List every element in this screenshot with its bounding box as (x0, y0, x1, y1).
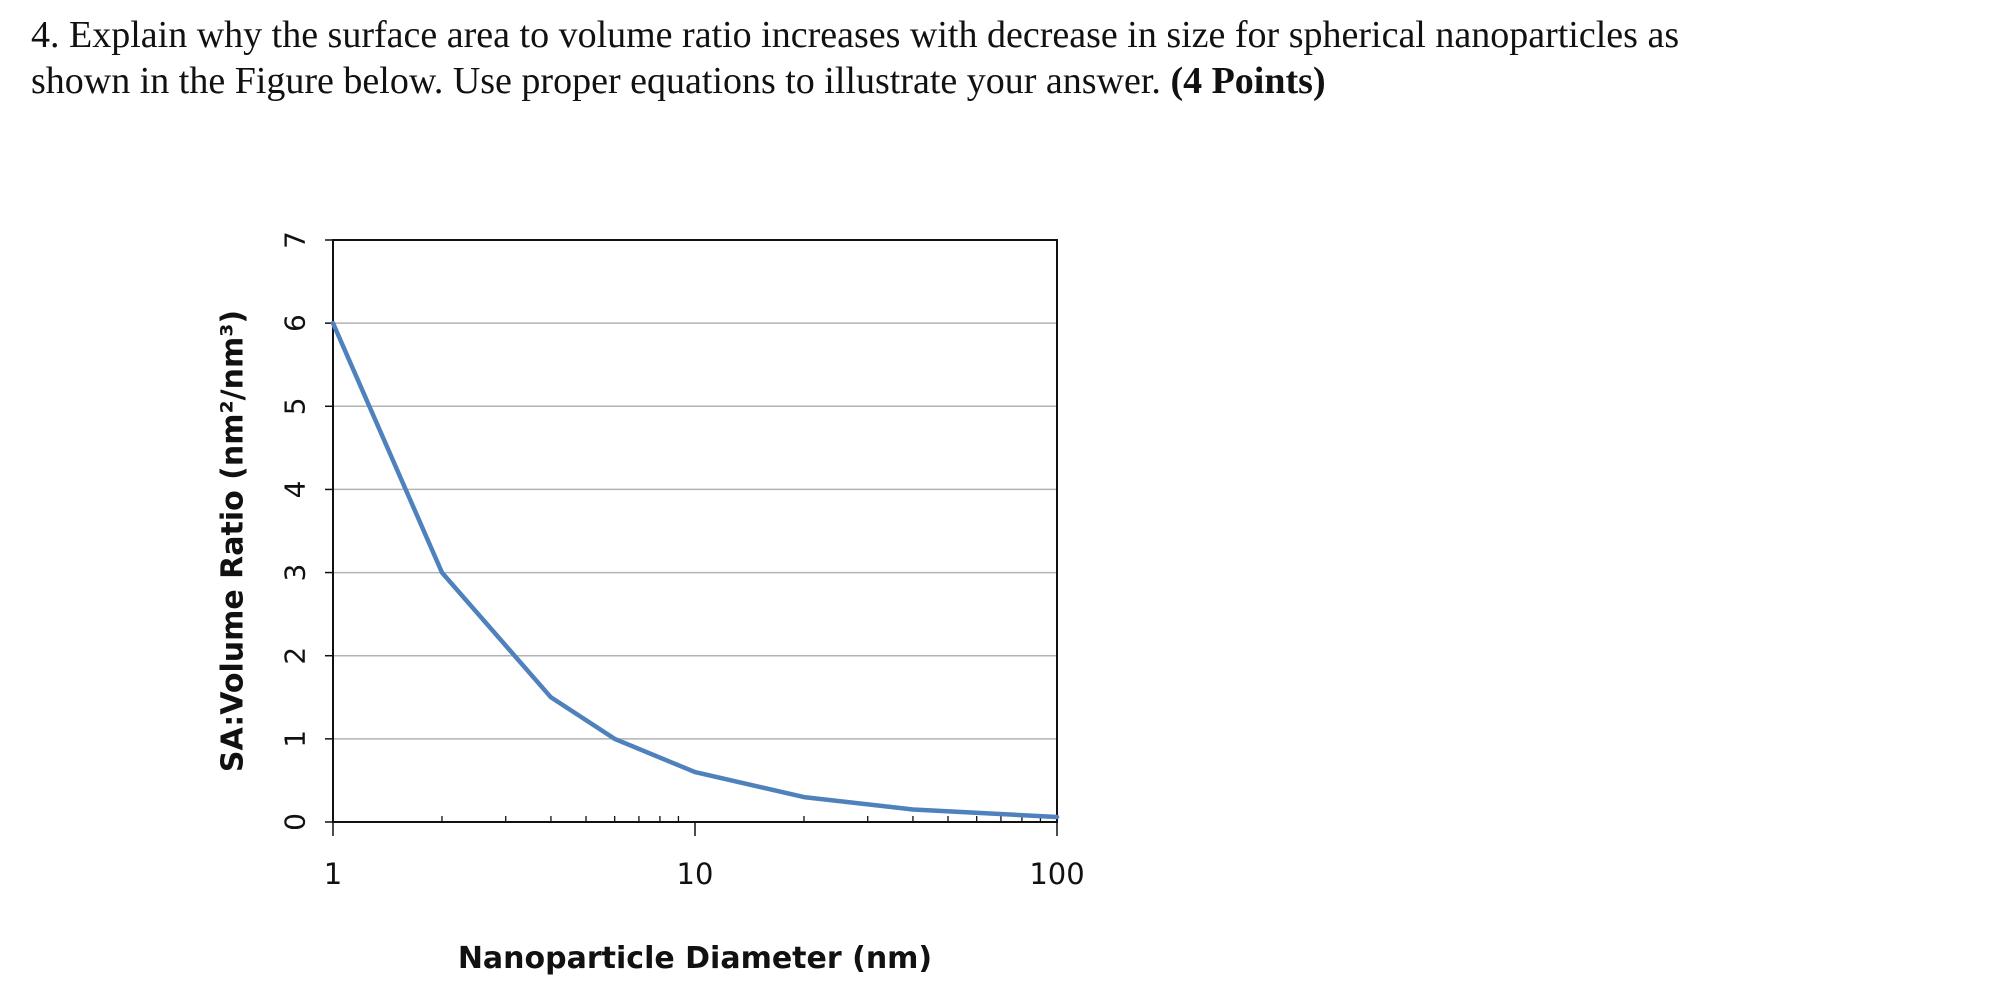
question-line-2-text: shown in the Figure below. Use proper equations to illustrate your answer. (31, 60, 1161, 102)
gridlines (325, 240, 1057, 822)
question-points: (4 Points) (1170, 60, 1325, 102)
y-tick-label: 0 (279, 813, 312, 831)
series-group (333, 323, 1057, 817)
y-tick-label: 2 (279, 647, 312, 665)
question-line-1-text: Explain why the surface area to volume ratio increases with decrease in size for spherical nanoparticles as (69, 14, 1679, 56)
x-major-ticks (333, 822, 1057, 836)
y-tick-label: 5 (279, 397, 312, 415)
x-tick-label: 1 (324, 857, 342, 891)
y-axis-label: SA:Volume Ratio (nm²/nm³) (216, 310, 251, 772)
x-axis-label: Nanoparticle Diameter (nm) (458, 941, 932, 976)
x-tick-labels (324, 857, 1085, 891)
y-tick-label: 4 (279, 481, 312, 499)
question-number: 4. (31, 14, 60, 56)
y-tick-label: 6 (279, 314, 312, 332)
series-line (333, 323, 1057, 817)
x-tick-label: 10 (677, 857, 714, 891)
plot-frame (333, 240, 1057, 822)
x-tick-label: 100 (1029, 857, 1084, 891)
y-tick-label: 7 (279, 231, 312, 249)
y-tick-label: 1 (279, 730, 312, 748)
y-tick-labels (279, 231, 312, 831)
y-tick-label: 3 (279, 564, 312, 582)
